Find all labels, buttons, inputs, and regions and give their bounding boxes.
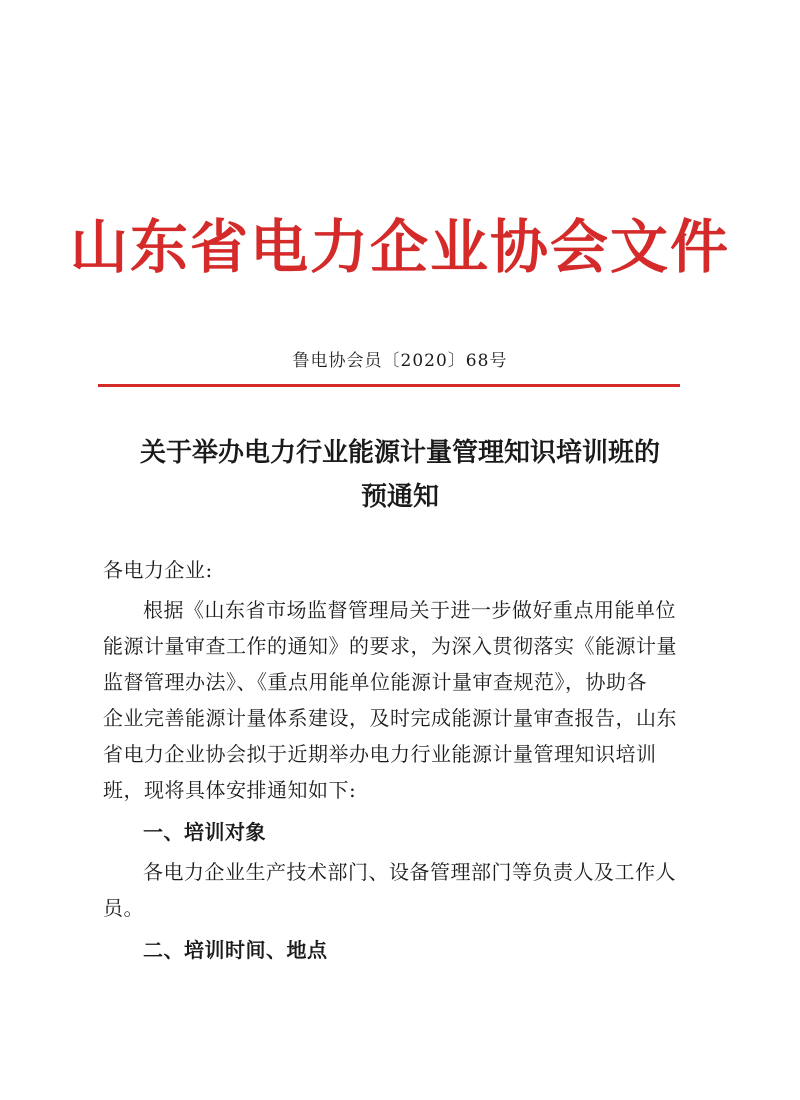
document-title-line-2: 预通知: [360, 482, 439, 512]
document-number: 鲁电协会员〔2020〕68号: [292, 351, 508, 371]
paragraph-line: 班，现将具体安排通知如下:: [103, 778, 357, 802]
section-1-line: 员。: [103, 896, 144, 920]
paragraph-line: 根据《山东省市场监督管理局关于进一步做好重点用能单位: [143, 598, 676, 622]
paragraph-line: 能源计量审查工作的通知》的要求，为深入贯彻落实《能源计量: [103, 634, 677, 658]
document-masthead: 山东省电力企业协会文件: [69, 213, 730, 281]
red-divider-line: [98, 384, 680, 387]
paragraph-line: 监督管理办法》、《重点用能单位能源计量审查规范》，协助各: [103, 670, 647, 694]
paragraph-line: 企业完善能源计量体系建设，及时完成能源计量审查报告，山东: [103, 706, 677, 730]
paragraph-line: 省电力企业协会拟于近期举办电力行业能源计量管理知识培训: [103, 742, 657, 766]
salutation: 各电力企业:: [103, 558, 213, 582]
document-title-line-1: 关于举办电力行业能源计量管理知识培训班的: [139, 438, 660, 468]
section-1-line: 各电力企业生产技术部门、设备管理部门等负责人及工作人: [143, 860, 676, 884]
section-heading-1: 一、培训对象: [143, 820, 266, 844]
section-heading-2: 二、培训时间、地点: [143, 938, 328, 962]
